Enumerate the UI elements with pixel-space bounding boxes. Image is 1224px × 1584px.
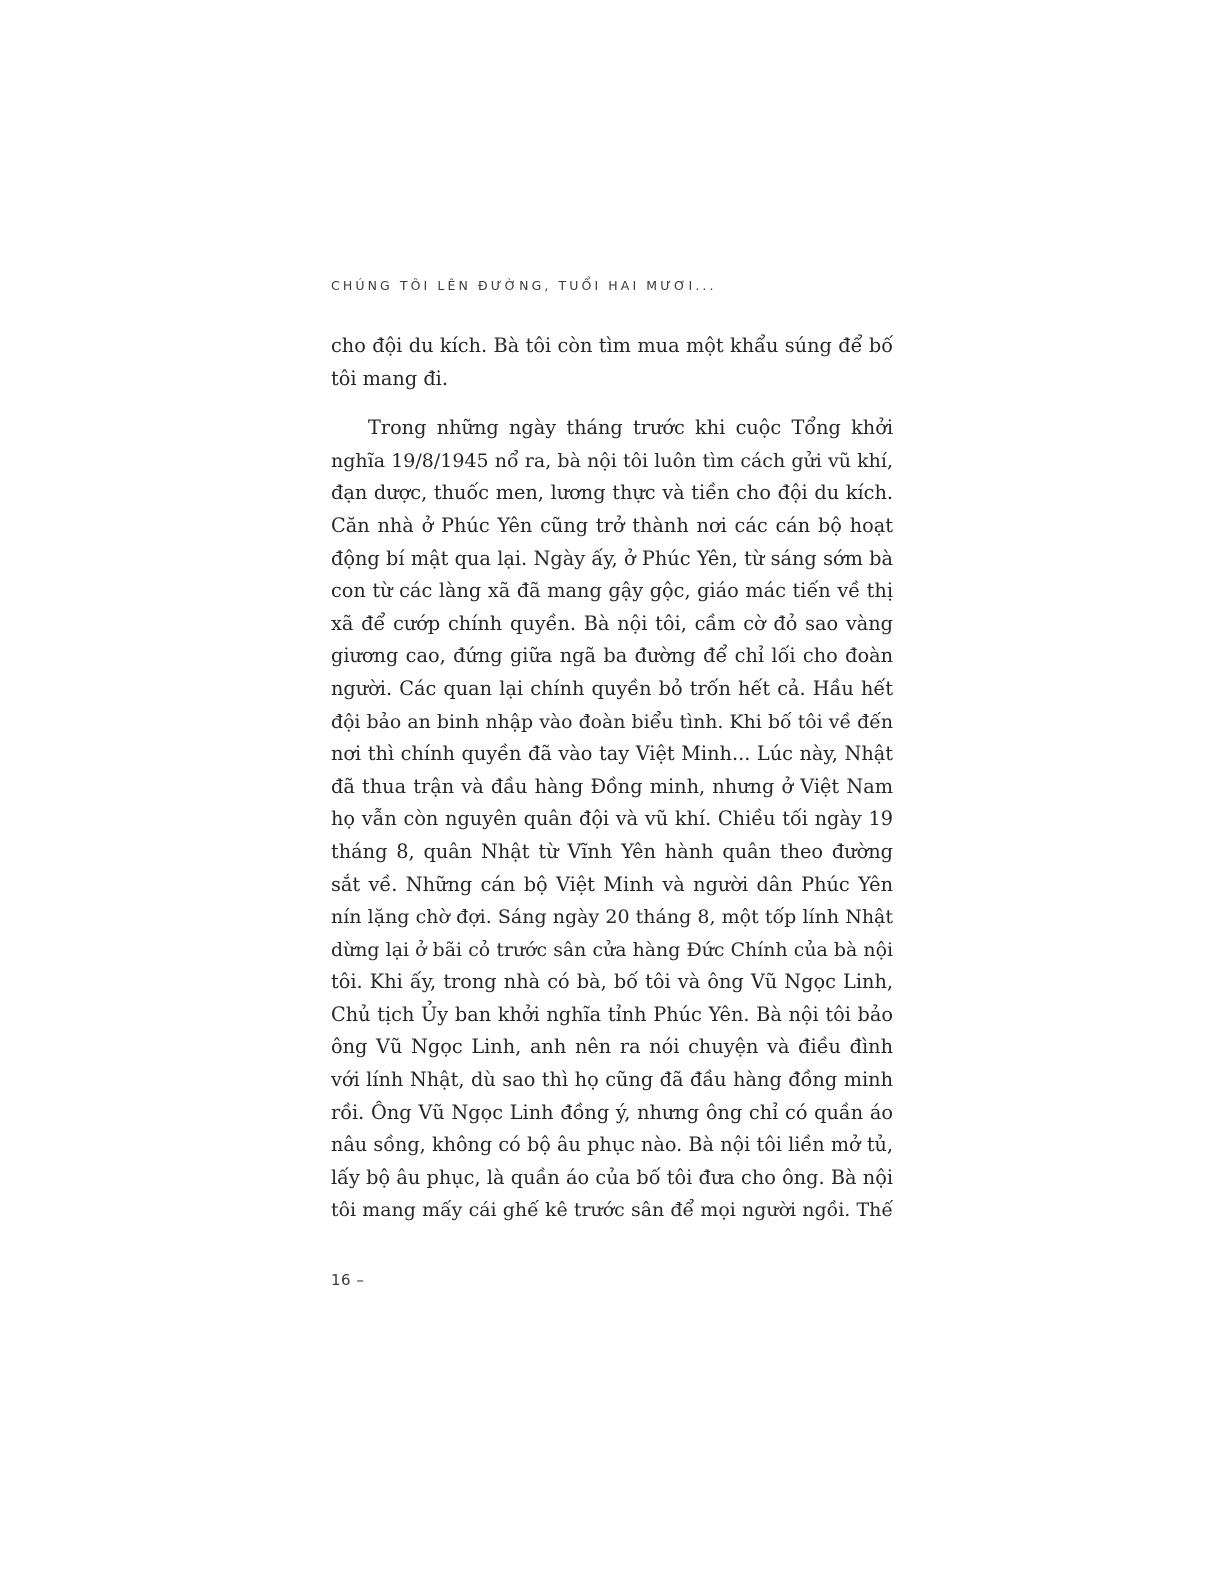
text-line: với lính Nhật, dù sao thì họ cũng đã đầu hàng đồng minh <box>331 1068 893 1092</box>
text-line: động bí mật qua lại. Ngày ấy, ở Phúc Yên, từ sáng sớm bà <box>331 546 893 570</box>
body-text <box>331 330 893 1227</box>
text-line: người. Các quan lại chính quyền bỏ trốn hết cả. Hầu hết <box>331 676 893 700</box>
text-line: rồi. Ông Vũ Ngọc Linh đồng ý, nhưng ông chỉ có quần áo <box>331 1100 893 1124</box>
text-line: cho đội du kích. Bà tôi còn tìm mua một khẩu súng để bố <box>331 334 893 357</box>
running-header: CHÚNG TÔI LÊN ĐƯỜNG, TUỔI HAI MƯƠI... <box>331 278 717 293</box>
text-line: tôi mang mấy cái ghế kê trước sân để mọi người ngồi. Thế <box>331 1199 893 1222</box>
text-line: nghĩa 19/8/1945 nổ ra, bà nội tôi luôn tìm cách gửi vũ khí, <box>331 449 893 472</box>
text-line: xã để cướp chính quyền. Bà nội tôi, cầm cờ đỏ sao vàng <box>331 611 893 635</box>
paragraph-spacer <box>331 395 893 412</box>
text-line: tháng 8, quân Nhật từ Vĩnh Yên hành quân theo đường <box>331 839 893 863</box>
text-line: nơi thì chính quyền đã vào tay Việt Minh... Lúc này, Nhật <box>331 742 893 766</box>
text-line: sắt về. Những cán bộ Việt Minh và người dân Phúc Yên <box>331 872 893 896</box>
text-line: đã thua trận và đầu hàng Đồng minh, nhưng ở Việt Nam <box>331 774 893 798</box>
text-line: giương cao, đứng giữa ngã ba đường để chỉ lối cho đoàn <box>331 644 893 668</box>
page-number: 16 – <box>331 1271 365 1289</box>
text-line: Căn nhà ở Phúc Yên cũng trở thành nơi các cán bộ hoạt <box>331 513 893 537</box>
text-line: tôi mang đi. <box>331 366 448 390</box>
text-line: tôi. Khi ấy, trong nhà có bà, bố tôi và ông Vũ Ngọc Linh, <box>331 970 893 994</box>
text-line: Chủ tịch Ủy ban khởi nghĩa tỉnh Phúc Yên. Bà nội tôi bảo <box>331 1002 893 1026</box>
text-line: đội bảo an binh nhập vào đoàn biểu tình. Khi bố tôi về đến <box>331 710 893 733</box>
text-line: ông Vũ Ngọc Linh, anh nên ra nói chuyện và điều đình <box>331 1035 893 1059</box>
text-line: lấy bộ âu phục, là quần áo của bố tôi đưa cho ông. Bà nội <box>331 1165 893 1189</box>
text-line: nâu sồng, không có bộ âu phục nào. Bà nội tôi liền mở tủ, <box>331 1133 893 1157</box>
text-line: họ vẫn còn nguyên quân đội và vũ khí. Chiều tối ngày 19 <box>331 807 893 831</box>
text-line: con từ các làng xã đã mang gậy gộc, giáo mác tiến về thị <box>331 579 893 603</box>
text-line: đạn dược, thuốc men, lương thực và tiền cho đội du kích. <box>331 481 893 505</box>
paragraph <box>331 412 893 1227</box>
paragraph <box>331 330 893 395</box>
text-line: nín lặng chờ đợi. Sáng ngày 20 tháng 8, một tốp lính Nhật <box>331 906 893 929</box>
text-line: dừng lại ở bãi cỏ trước sân cửa hàng Đức Chính của bà nội <box>331 938 893 961</box>
text-line: Trong những ngày tháng trước khi cuộc Tổng khởi <box>368 416 893 440</box>
